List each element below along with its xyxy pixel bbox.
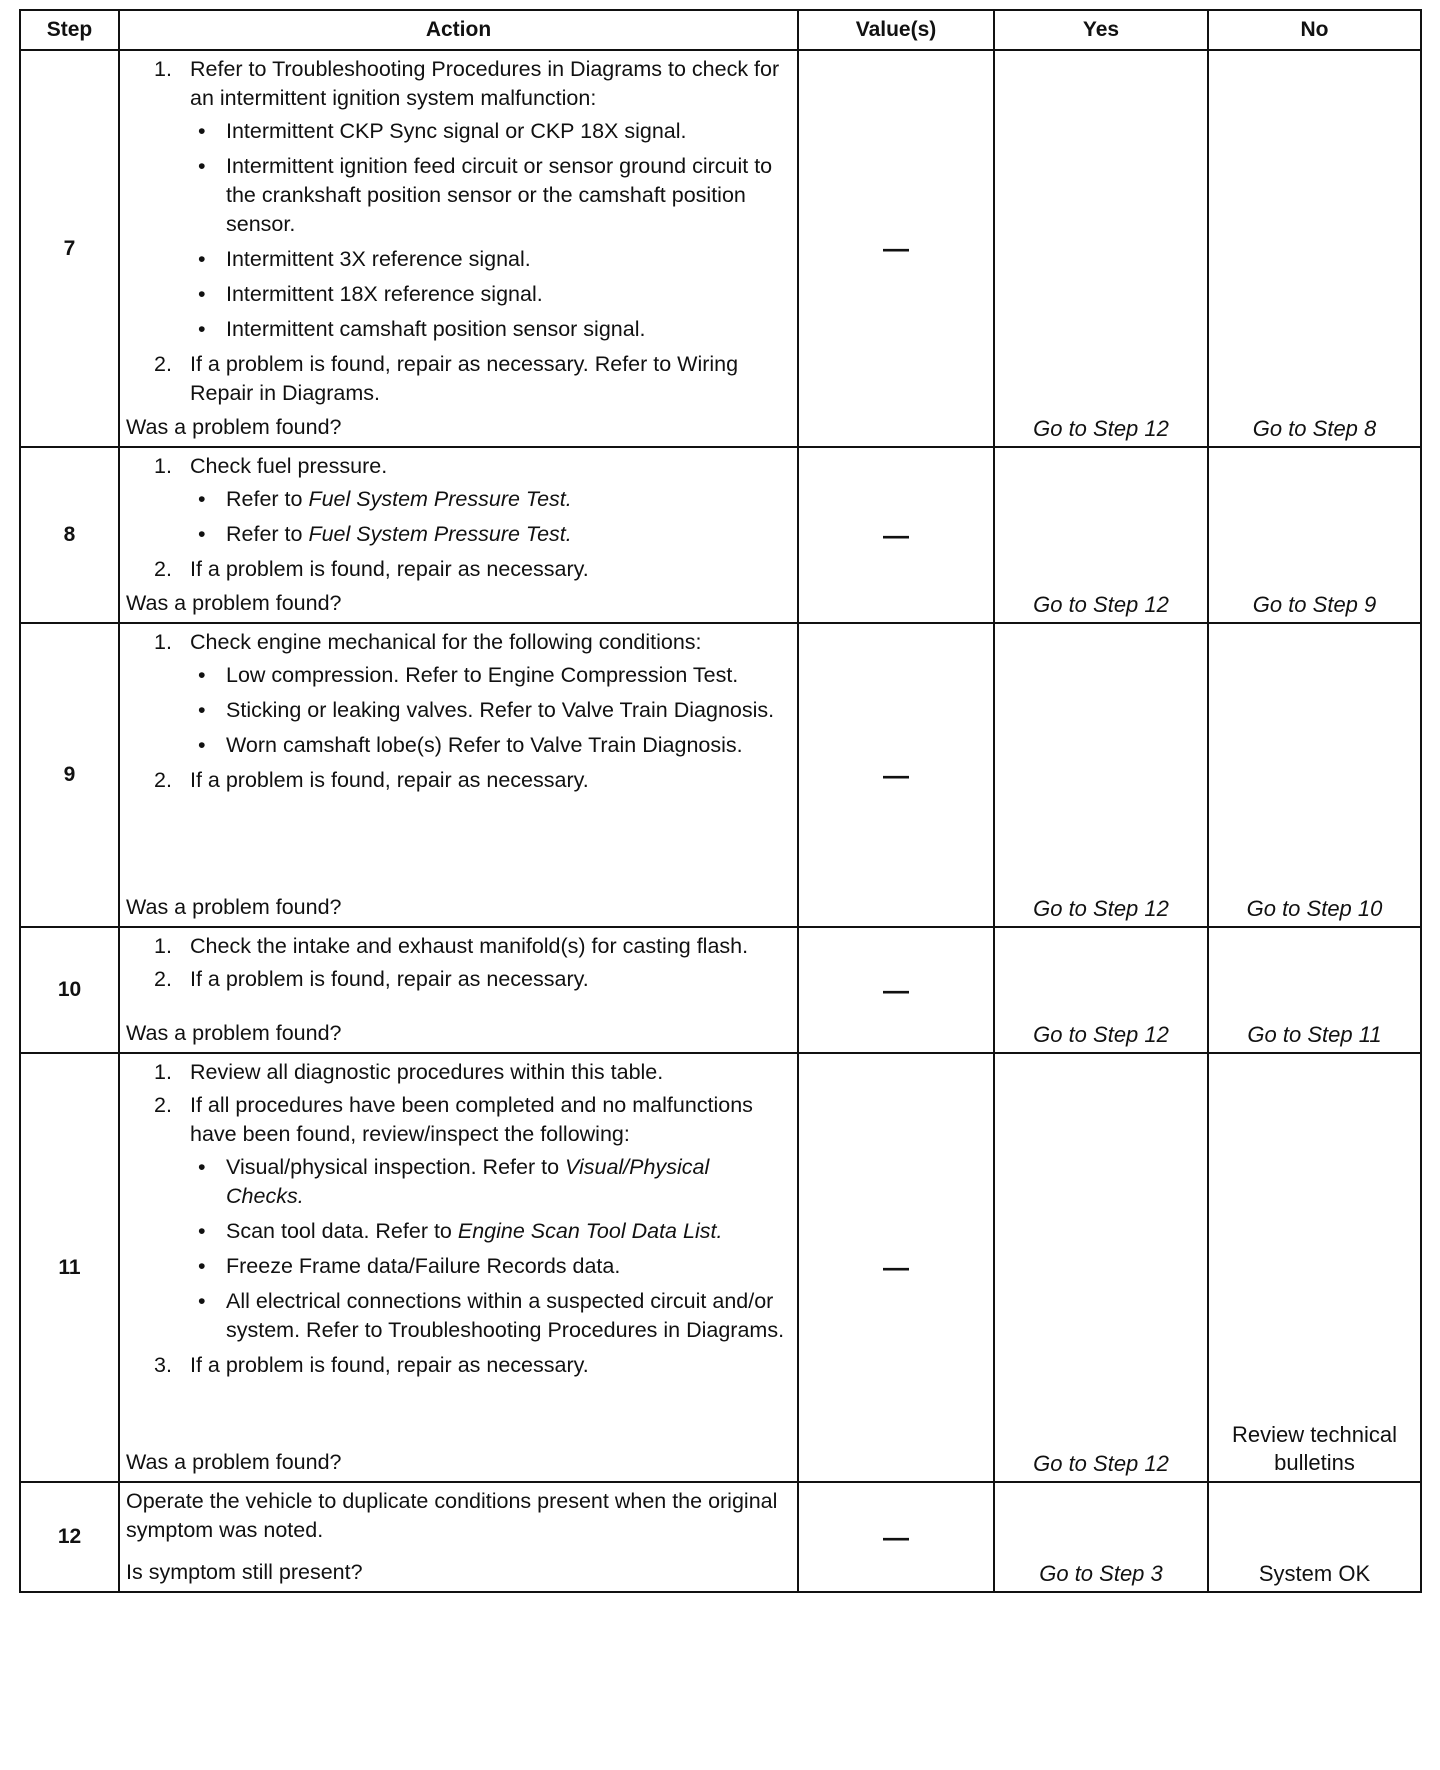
bullet-dot: • (198, 317, 206, 341)
item-text: Review all diagnostic procedures within this table. (190, 1060, 664, 1084)
item-text: Intermittent camshaft position sensor signal. (226, 317, 646, 341)
no-cell (1208, 623, 1421, 927)
item-text: Intermittent CKP Sync signal or CKP 18X signal. (226, 119, 687, 143)
yes-result: Go to Step 12 (1033, 1451, 1169, 1476)
bullet-item (126, 280, 791, 309)
numbered-item (126, 350, 791, 408)
item-text: Intermittent ignition feed circuit or sensor ground circuit to the crankshaft position sensor or the camshaft position sensor. (226, 154, 773, 236)
item-text: Worn camshaft lobe(s) Refer to Valve Train Diagnosis. (226, 733, 743, 757)
bullet-item (126, 661, 791, 690)
question-text: Is symptom still present? (126, 1560, 363, 1584)
question-text: Was a problem found? (126, 1021, 342, 1045)
step-number: 12 (20, 1482, 119, 1592)
item-text: Freeze Frame data/Failure Records data. (226, 1254, 621, 1278)
numbered-item (126, 55, 791, 113)
header-values: Value(s) (798, 10, 994, 50)
action-cell (119, 1482, 798, 1592)
item-prefix: Visual/physical inspection. Refer to (226, 1155, 566, 1179)
table-row (20, 1053, 1421, 1482)
bullet-item (126, 731, 791, 760)
bullet-dot: • (198, 282, 206, 306)
item-text: If a problem is found, repair as necessary. (190, 1353, 589, 1377)
bullet-dot: • (198, 119, 206, 143)
header-no: No (1208, 10, 1421, 50)
no-cell (1208, 1053, 1421, 1482)
item-number: 1. (154, 454, 172, 478)
header-row (20, 10, 1421, 50)
no-cell (1208, 927, 1421, 1053)
bullet-item (126, 485, 791, 514)
yes-result: Go to Step 12 (1033, 1022, 1169, 1047)
step-number: 9 (20, 623, 119, 927)
table-body (20, 50, 1421, 1592)
bullet-dot: • (198, 698, 206, 722)
bullet-item (126, 696, 791, 725)
bullet-item (126, 315, 791, 344)
action-text: Operate the vehicle to duplicate conditions present when the original symptom was noted. (126, 1489, 778, 1542)
table-row (20, 447, 1421, 623)
no-cell (1208, 447, 1421, 623)
item-text: If all procedures have been completed and no malfunctions have been found, review/inspect the following: (190, 1093, 753, 1146)
item-reference: Engine Scan Tool Data List. (457, 1219, 723, 1243)
bullet-item (126, 1252, 791, 1281)
yes-cell (994, 623, 1208, 927)
item-number: 1. (154, 934, 172, 958)
value-cell: — (798, 1482, 994, 1592)
no-result: Go to Step 11 (1247, 1022, 1382, 1047)
header-yes: Yes (994, 10, 1208, 50)
table-row (20, 927, 1421, 1053)
no-result: Go to Step 8 (1252, 416, 1377, 441)
yes-result: Go to Step 12 (1033, 592, 1169, 617)
value-cell: — (798, 623, 994, 927)
value-cell: — (798, 50, 994, 447)
item-prefix: Refer to (226, 522, 309, 546)
numbered-item (126, 452, 791, 481)
yes-cell (994, 50, 1208, 447)
step-number: 11 (20, 1053, 119, 1482)
bullet-item (126, 245, 791, 274)
no-cell (1208, 50, 1421, 447)
item-text: If a problem is found, repair as necessary. (190, 967, 589, 991)
action-cell (119, 1053, 798, 1482)
numbered-item (126, 1351, 791, 1380)
yes-result: Go to Step 12 (1033, 416, 1169, 441)
action-cell (119, 447, 798, 623)
item-prefix: Scan tool data. Refer to (226, 1219, 458, 1243)
step-number: 7 (20, 50, 119, 447)
value-cell: — (798, 927, 994, 1053)
numbered-item (126, 766, 791, 795)
numbered-item (126, 965, 791, 994)
no-result: Go to Step 10 (1246, 896, 1383, 921)
bullet-dot: • (198, 487, 206, 511)
item-text: If a problem is found, repair as necessary. (190, 768, 589, 792)
bullet-item (126, 152, 791, 239)
item-text: Sticking or leaking valves. Refer to Valve Train Diagnosis. (226, 698, 775, 722)
bullet-dot: • (198, 1289, 206, 1313)
item-number: 1. (154, 57, 172, 81)
item-number: 2. (154, 1093, 172, 1117)
table-row (20, 1482, 1421, 1592)
question-text: Was a problem found? (126, 591, 342, 615)
action-cell (119, 927, 798, 1053)
item-prefix: Refer to (226, 487, 309, 511)
no-result: Go to Step 9 (1252, 592, 1377, 617)
item-number: 2. (154, 557, 172, 581)
action-list (120, 1054, 797, 1418)
item-text: If a problem is found, repair as necessary. Refer to Wiring Repair in Diagrams. (190, 352, 739, 405)
step-number: 10 (20, 927, 119, 1053)
bullet-dot: • (198, 522, 206, 546)
bullet-dot: • (198, 733, 206, 757)
item-text: Check engine mechanical for the following conditions: (190, 630, 702, 654)
question-text: Was a problem found? (126, 1450, 342, 1474)
value-cell: — (798, 1053, 994, 1482)
item-number: 2. (154, 967, 172, 991)
item-text: All electrical connections within a suspected circuit and/or system. Refer to Troubleshooting Procedures in Diagrams. (226, 1289, 785, 1342)
numbered-item (126, 1058, 791, 1087)
item-text (226, 1153, 791, 1211)
action-list (120, 51, 797, 446)
item-number: 2. (154, 352, 172, 376)
header-action: Action (119, 10, 798, 50)
item-reference: Fuel System Pressure Test. (308, 487, 572, 511)
bullet-item (126, 117, 791, 146)
yes-result: Go to Step 12 (1033, 896, 1169, 921)
item-text: If a problem is found, repair as necessary. (190, 557, 589, 581)
yes-cell (994, 1053, 1208, 1482)
table-row (20, 50, 1421, 447)
question-text: Was a problem found? (126, 415, 342, 439)
numbered-item (126, 628, 791, 657)
item-text: Check fuel pressure. (190, 454, 388, 478)
numbered-item (126, 555, 791, 584)
bullet-item (126, 520, 791, 549)
action-cell (119, 50, 798, 447)
action-cell (119, 623, 798, 927)
value-cell: — (798, 447, 994, 623)
question-text: Was a problem found? (126, 895, 342, 919)
no-result: System OK (1258, 1561, 1371, 1586)
action-list (120, 624, 797, 833)
bullet-item (126, 1217, 791, 1246)
item-text: Intermittent 18X reference signal. (226, 282, 543, 306)
item-text: Intermittent 3X reference signal. (226, 247, 531, 271)
diagnostic-table (19, 9, 1422, 1593)
item-text: Refer to Troubleshooting Procedures in Diagrams to check for an intermittent ignition system malfunction: (190, 57, 780, 110)
numbered-item (126, 1091, 791, 1149)
step-number: 8 (20, 447, 119, 623)
yes-cell (994, 1482, 1208, 1592)
bullet-dot: • (198, 1155, 206, 1179)
bullet-dot: • (198, 663, 206, 687)
bullet-dot: • (198, 247, 206, 271)
yes-cell (994, 447, 1208, 623)
bullet-dot: • (198, 154, 206, 178)
item-number: 1. (154, 630, 172, 654)
yes-cell (994, 927, 1208, 1053)
item-text (226, 520, 791, 549)
item-text: Check the intake and exhaust manifold(s) for casting flash. (190, 934, 749, 958)
action-list (120, 928, 797, 1032)
item-text (226, 485, 791, 514)
no-result: Review technical bulletins (1231, 1422, 1398, 1475)
item-number: 1. (154, 1060, 172, 1084)
bullet-item (126, 1287, 791, 1345)
no-cell (1208, 1482, 1421, 1592)
header-step: Step (20, 10, 119, 50)
table-row (20, 623, 1421, 927)
bullet-item (126, 1153, 791, 1211)
item-text (226, 1217, 791, 1246)
item-text: Low compression. Refer to Engine Compression Test. (226, 663, 739, 687)
item-reference: Visual/Physical Checks. (226, 1155, 710, 1208)
item-reference: Fuel System Pressure Test. (308, 522, 572, 546)
numbered-item (126, 932, 791, 961)
item-number: 3. (154, 1353, 172, 1377)
item-number: 2. (154, 768, 172, 792)
yes-result: Go to Step 3 (1039, 1561, 1163, 1586)
bullet-dot: • (198, 1219, 206, 1243)
bullet-dot: • (198, 1254, 206, 1278)
